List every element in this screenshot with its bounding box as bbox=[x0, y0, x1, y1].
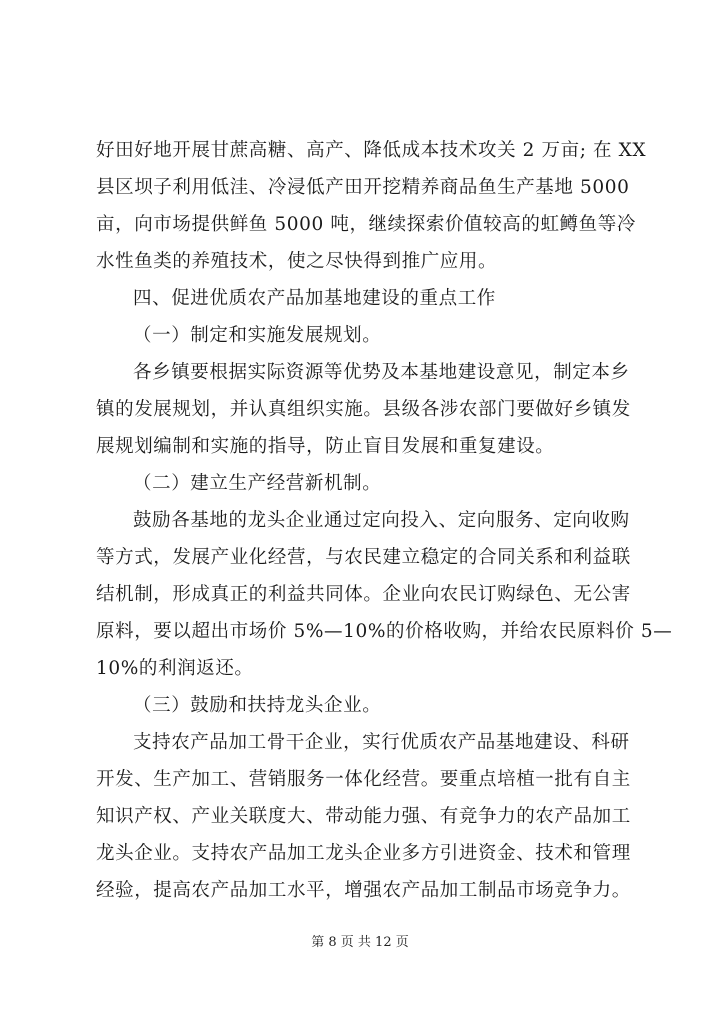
paragraph-line: 支持农产品加工骨干企业，实行优质农产品基地建设、科研 bbox=[133, 732, 630, 753]
paragraph-line: 展规划编制和实施的指导，防止盲目发展和重复建设。 bbox=[96, 436, 555, 457]
paragraph-line: 镇的发展规划，并认真组织实施。县级各涉农部门要做好乡镇发 bbox=[96, 399, 631, 420]
subsection-heading: （三）鼓励和扶持龙头企业。 bbox=[133, 695, 382, 716]
paragraph-line: 知识产权、产业关联度大、带动能力强、有竞争力的农产品加工 bbox=[96, 806, 631, 827]
paragraph-line: 鼓励各基地的龙头企业通过定向投入、定向服务、定向收购 bbox=[133, 510, 630, 531]
section-heading: 四、促进优质农产品加基地建设的重点工作 bbox=[133, 288, 496, 309]
paragraph-line: 县区坝子利用低洼、冷浸低产田开挖精养商品鱼生产基地 5000 bbox=[96, 177, 630, 198]
paragraph-line: 开发、生产加工、营销服务一体化经营。要重点培植一批有自主 bbox=[96, 769, 631, 790]
paragraph-line: 结机制，形成真正的利益共同体。企业向农民订购绿色、无公害 bbox=[96, 584, 631, 605]
subsection-heading: （一）制定和实施发展规划。 bbox=[133, 325, 382, 346]
paragraph-line: 10%的利润返还。 bbox=[96, 658, 254, 679]
paragraph-line: 经验，提高农产品加工水平，增强农产品加工制品市场竞争力。 bbox=[96, 880, 631, 901]
paragraph-line: 水性鱼类的养殖技术，使之尽快得到推广应用。 bbox=[96, 251, 498, 272]
paragraph-line: 龙头企业。支持农产品加工龙头企业多方引进资金、技术和管理 bbox=[96, 843, 631, 864]
paragraph-line: 原料，要以超出市场价 5%—10%的价格收购，并给农民原料价 5— bbox=[96, 621, 673, 642]
page-number: 第 8 页 共 12 页 bbox=[311, 935, 409, 950]
subsection-heading: （二）建立生产经营新机制。 bbox=[133, 473, 382, 494]
paragraph-line: 各乡镇要根据实际资源等优势及本基地建设意见，制定本乡 bbox=[133, 362, 630, 383]
paragraph-line: 等方式，发展产业化经营，与农民建立稳定的合同关系和利益联 bbox=[96, 547, 631, 568]
paragraph-line: 亩，向市场提供鲜鱼 5000 吨，继续探索价值较高的虹鳟鱼等冷 bbox=[96, 214, 636, 235]
paragraph-line: 好田好地开展甘蔗高糖、高产、降低成本技术攻关 2 万亩; 在 XX bbox=[96, 140, 647, 161]
